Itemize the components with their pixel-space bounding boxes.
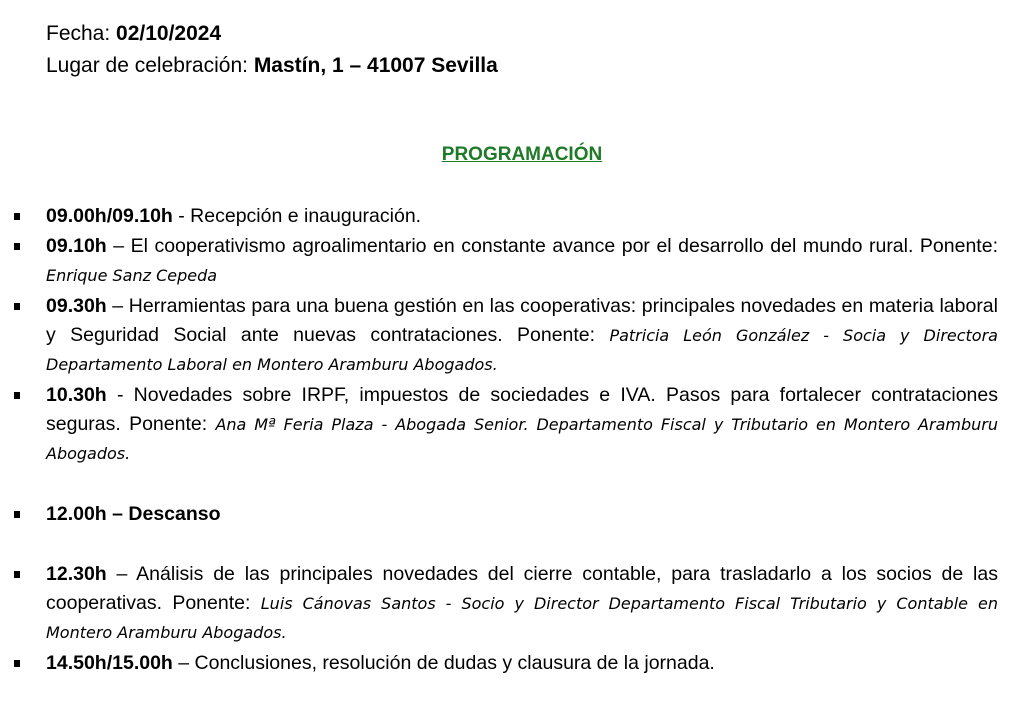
bullet-icon [14,392,20,399]
venue-value: Mastín, 1 – 41007 Sevilla [253,54,498,77]
agenda-time: 09.30h [46,295,107,317]
agenda-item [46,560,998,647]
agenda-time: 14.50h/15.00h [46,652,173,674]
agenda-speaker: Patricia León González - Socia y Directora Departamento Laboral en Montero Aramburu Abogados. [46,326,998,374]
agenda-text: - Recepción e inauguración. [172,205,422,227]
agenda-time: 12.30h [46,563,107,585]
agenda-item [46,649,998,678]
agenda-item [46,381,998,468]
bullet-icon [14,303,20,310]
agenda-text: – Análisis de las principales novedades del cierre contable, para trasladarlo a los socios de las cooperativas. Ponente: [46,563,998,614]
agenda-text: – El cooperativismo agroalimentario en constante avance por el desarrollo del mundo rural. Ponente: [106,235,998,257]
agenda-speaker: Ana Mª Feria Plaza - Abogada Senior. Departamento Fiscal y Tributario en Montero Aramburu Abogados. [46,415,998,463]
bullet-icon [14,243,20,250]
venue-label: Lugar de celebración: [46,54,254,77]
agenda-text: – Herramientas para una buena gestión en las cooperativas: principales novedades en materia laboral y Seguridad Social ante nuevas contrataciones. Ponente: [46,295,998,346]
program-title: PROGRAMACIÓN [441,144,603,165]
agenda-item [46,232,998,290]
agenda-item [46,500,998,529]
agenda-time: 09.00h/09.10h [46,205,173,227]
venue-line [46,50,498,82]
agenda-time: 09.10h [46,235,107,257]
agenda-text: - Novedades sobre IRPF, impuestos de sociedades e IVA. Pasos para fortalecer contrataciones seguras. Ponente: [46,384,998,435]
agenda-text: – Conclusiones, resolución de dudas y clausura de la jornada. [172,652,715,674]
agenda-speaker: Luis Cánovas Santos - Socio y Director Departamento Fiscal Tributario y Contable en Montero Aramburu Abogados. [46,594,998,642]
agenda-item [46,292,998,379]
bullet-icon [14,511,20,518]
agenda-time: 10.30h [46,384,107,406]
event-info [46,18,498,82]
agenda-time: 12.00h – Descanso [46,503,221,525]
date-value: 02/10/2024 [116,22,222,45]
agenda-speaker: Enrique Sanz Cepeda [46,266,218,285]
bullet-icon [14,571,20,578]
date-line [46,18,498,50]
bullet-icon [14,213,20,220]
date-label: Fecha: [46,22,117,45]
agenda-item [46,202,998,231]
bullet-icon [14,660,20,667]
